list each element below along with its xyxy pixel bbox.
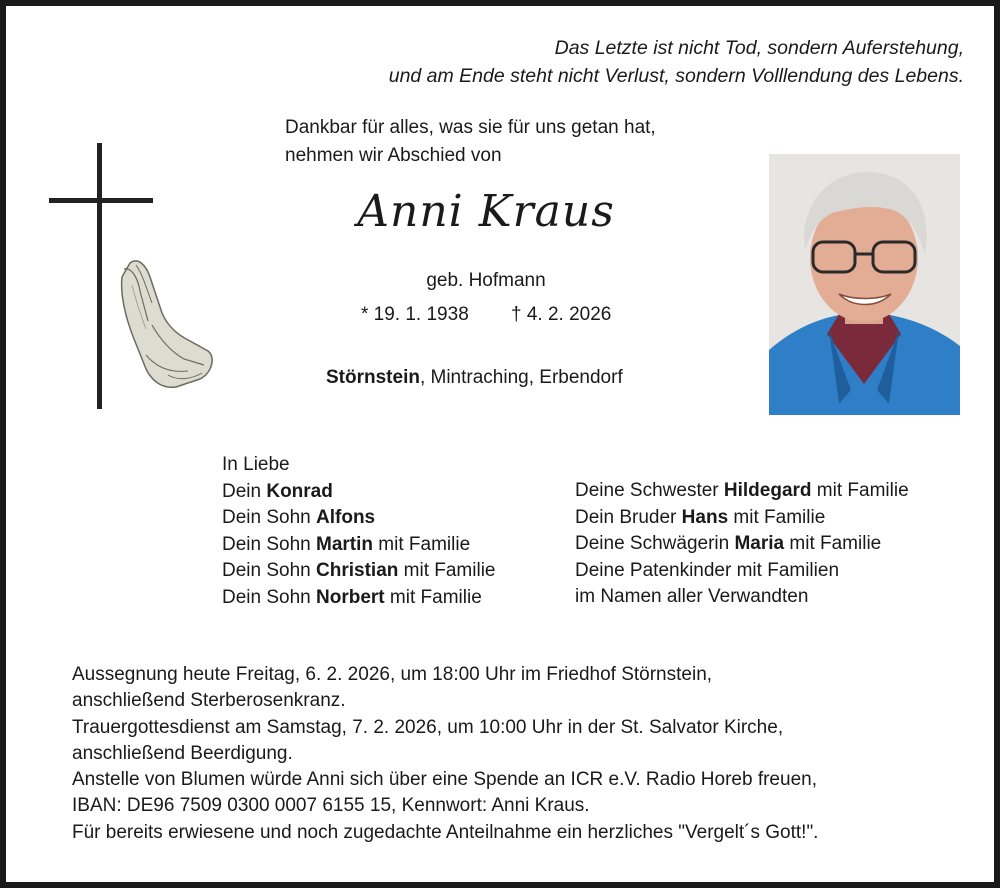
obituary-notice	[6, 6, 994, 882]
mourner-relation: Dein	[222, 480, 267, 502]
funeral-info-line: IBAN: DE96 7509 0300 0007 6155 15, Kennwort: Anni Kraus.	[72, 795, 590, 817]
funeral-info-line: Trauergottesdienst am Samstag, 7. 2. 2026, um 10:00 Uhr in der St. Salvator Kirche,	[72, 716, 784, 738]
funeral-info-line: anschließend Sterberosenkranz.	[72, 690, 346, 712]
mourner-name: Norbert	[316, 586, 385, 608]
funeral-info-line: Aussegnung heute Freitag, 6. 2. 2026, um 18:00 Uhr im Friedhof Störnstein,	[72, 664, 713, 685]
mourner-suffix: mit Familie	[398, 560, 496, 582]
mourner-name: Maria	[734, 533, 785, 555]
mourner-name: Hildegard	[723, 480, 812, 501]
quote	[389, 34, 964, 90]
deceased-name: Anni Kraus	[357, 186, 615, 237]
cross-icon	[97, 143, 102, 409]
mourner-line	[575, 505, 909, 532]
mourner-line	[222, 558, 496, 585]
mourner-relation: Deine Schwägerin	[575, 533, 735, 555]
mourner-line	[222, 532, 496, 559]
praying-hands-icon	[112, 255, 216, 390]
mourner-relation: Dein Sohn	[222, 560, 317, 582]
mourner-relation: Dein Bruder	[575, 506, 682, 528]
places-other: , Mintraching, Erbendorf	[419, 367, 623, 388]
place-primary: Störnstein	[326, 367, 420, 388]
funeral-info-line: anschließend Beerdigung.	[72, 742, 293, 764]
funeral-info-line: Anstelle von Blumen würde Anni sich über eine Spende an ICR e.V. Radio Horeb freuen,	[72, 769, 817, 791]
birth-date: * 19. 1. 1938	[361, 304, 469, 325]
quote-line-2: und am Ende steht nicht Verlust, sondern Volllendung des Lebens.	[388, 65, 964, 87]
mourner-relation: Dein Sohn	[222, 533, 317, 555]
mourner-relation: Deine Schwester	[575, 480, 724, 501]
mourner-line	[575, 584, 909, 611]
mourner-suffix: mit Familie	[384, 586, 482, 608]
mourner-relation: Deine Patenkinder mit Familien	[575, 559, 840, 581]
birth-name: geb. Hofmann	[426, 270, 546, 291]
mourner-relation: im Namen aller Verwandten	[575, 586, 809, 608]
mourner-line	[222, 479, 496, 506]
mourner-line	[575, 558, 909, 585]
mourner-name: Hans	[681, 506, 729, 528]
mourner-relation: Dein Sohn	[222, 586, 317, 608]
mourners-right	[575, 478, 909, 611]
mourner-name: Alfons	[316, 507, 376, 529]
mourner-suffix: mit Familie	[811, 480, 909, 501]
mourner-name: Konrad	[266, 480, 333, 502]
life-dates	[361, 302, 611, 328]
mourners-left	[222, 452, 496, 612]
quote-line-1: Das Letzte ist nicht Tod, sondern Auferstehung,	[554, 37, 964, 59]
funeral-info-line: Für bereits erwiesene und noch zugedachte Anteilnahme ein herzliches "Vergelt´s Gott!".	[72, 821, 819, 843]
death-date: † 4. 2. 2026	[511, 304, 612, 325]
mourner-line	[222, 505, 496, 532]
portrait-photo	[769, 154, 960, 415]
funeral-info	[72, 662, 818, 846]
mourner-name: Christian	[316, 560, 399, 582]
mourner-line	[575, 478, 909, 505]
intro-line-1: Dankbar für alles, was sie für uns getan hat,	[285, 117, 656, 138]
cross-icon-bar	[49, 198, 153, 203]
places	[326, 365, 623, 391]
mourner-name: Martin	[316, 533, 374, 555]
mourner-relation: Dein Sohn	[222, 507, 317, 529]
mourner-suffix: mit Familie	[373, 533, 471, 555]
intro-line-2: nehmen wir Abschied von	[285, 145, 502, 166]
mourner-suffix: mit Familie	[728, 506, 826, 528]
mourners-heading: In Liebe	[222, 454, 290, 475]
mourner-suffix: mit Familie	[784, 533, 882, 555]
mourner-line	[222, 585, 496, 612]
intro-text	[285, 114, 656, 170]
mourner-line	[575, 531, 909, 558]
